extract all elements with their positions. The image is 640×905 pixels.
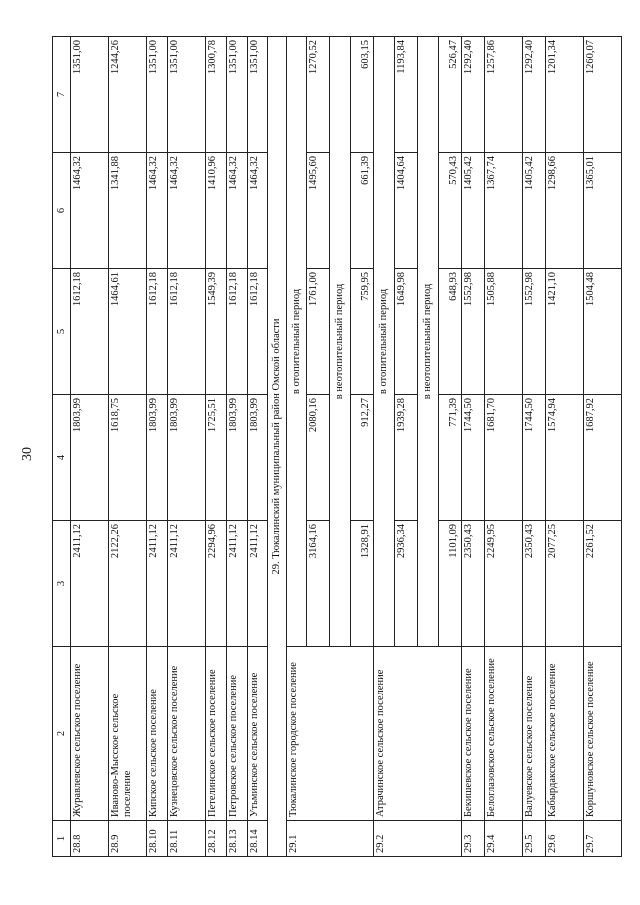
value-cell: 1257,86 — [484, 37, 522, 153]
header-cell: 7 — [53, 37, 71, 153]
value-cell: 2411,12 — [71, 521, 109, 647]
table-row — [461, 37, 484, 857]
row-id: 29.1 — [286, 821, 374, 857]
value-cell: 1464,32 — [247, 153, 268, 269]
header-cell: 5 — [53, 269, 71, 395]
value-cell: 661,39 — [351, 153, 374, 269]
value-cell: 1939,28 — [394, 395, 417, 521]
value-cell: 1351,00 — [71, 37, 109, 153]
value-cell: 1341,88 — [109, 153, 147, 269]
value-cell: 1803,99 — [147, 395, 168, 521]
row-id: 29.2 — [374, 821, 462, 857]
value-cell: 1549,39 — [206, 269, 227, 395]
period-label: в отопительный период — [286, 37, 307, 647]
value-cell: 1244,26 — [109, 37, 147, 153]
value-cell: 1351,00 — [147, 37, 168, 153]
value-cell: 1421,10 — [545, 269, 583, 395]
table-row — [109, 37, 147, 857]
row-id: 29.7 — [583, 821, 621, 857]
row-name: Тюкалинское городское поселение — [286, 647, 374, 821]
row-id: 29.5 — [522, 821, 545, 857]
row-id: 28.14 — [247, 821, 268, 857]
header-cell: 4 — [53, 395, 71, 521]
value-cell: 1193,84 — [394, 37, 417, 153]
value-cell: 2411,12 — [147, 521, 168, 647]
value-cell: 603,15 — [351, 37, 374, 153]
table-row — [522, 37, 545, 857]
value-cell: 2411,12 — [226, 521, 247, 647]
value-cell: 1300,78 — [206, 37, 227, 153]
header-cell: 6 — [53, 153, 71, 269]
value-cell: 1744,50 — [522, 395, 545, 521]
row-name: Бекишевское сельское поселение — [461, 647, 484, 821]
value-cell: 1612,18 — [71, 269, 109, 395]
value-cell: 1201,34 — [545, 37, 583, 153]
row-name: Петелинское сельское поселение — [206, 647, 227, 821]
table-row — [147, 37, 168, 857]
value-cell: 771,39 — [438, 395, 461, 521]
row-name: Кабырдакское сельское поселение — [545, 647, 583, 821]
value-cell: 1292,40 — [522, 37, 545, 153]
row-name: Атрачинское сельское поселение — [374, 647, 462, 821]
table-row — [206, 37, 227, 857]
value-cell: 1552,98 — [522, 269, 545, 395]
value-cell: 2411,12 — [247, 521, 268, 647]
row-id: 29.3 — [461, 821, 484, 857]
row-name: Журавлевское сельское поселение — [71, 647, 109, 821]
table-row — [247, 37, 268, 857]
row-name: Утьминское сельское поселение — [247, 647, 268, 821]
page-number: 30 — [20, 447, 35, 461]
value-cell: 1725,51 — [206, 395, 227, 521]
row-name: Иваново-Мысское сельское поселение — [109, 647, 147, 821]
value-cell: 1681,70 — [484, 395, 522, 521]
table-row — [226, 37, 247, 857]
value-cell: 1552,98 — [461, 269, 484, 395]
value-cell: 1612,18 — [147, 269, 168, 395]
period-label: в неотопительный период — [417, 37, 438, 647]
period-label: в неотопительный период — [330, 37, 351, 647]
value-cell: 1612,18 — [168, 269, 206, 395]
row-id: 28.9 — [109, 821, 147, 857]
value-cell: 1101,09 — [438, 521, 461, 647]
period-label: в отопительный период — [374, 37, 395, 647]
value-cell: 2261,52 — [583, 521, 621, 647]
value-cell: 1405,42 — [461, 153, 484, 269]
value-cell: 1367,74 — [484, 153, 522, 269]
table-row — [583, 37, 621, 857]
row-name: Петровское сельское поселение — [226, 647, 247, 821]
value-cell: 1574,94 — [545, 395, 583, 521]
row-id: 28.12 — [206, 821, 227, 857]
table-row — [71, 37, 109, 857]
table-body — [53, 37, 622, 857]
value-cell: 1687,92 — [583, 395, 621, 521]
value-cell: 912,27 — [351, 395, 374, 521]
value-cell: 2411,12 — [168, 521, 206, 647]
table-row — [168, 37, 206, 857]
value-cell: 1292,40 — [461, 37, 484, 153]
row-id: 29.4 — [484, 821, 522, 857]
value-cell: 1410,96 — [206, 153, 227, 269]
value-cell: 1649,98 — [394, 269, 417, 395]
row-name: Кузнецовское сельское поселение — [168, 647, 206, 821]
value-cell: 1365,01 — [583, 153, 621, 269]
header-cell: 3 — [53, 521, 71, 647]
value-cell: 526,47 — [438, 37, 461, 153]
row-id: 28.10 — [147, 821, 168, 857]
value-cell: 1464,32 — [147, 153, 168, 269]
row-name: Кипское сельское поселение — [147, 647, 168, 821]
row-id: 29.6 — [545, 821, 583, 857]
value-cell: 570,43 — [438, 153, 461, 269]
period-row — [374, 37, 395, 857]
value-cell: 2294,96 — [206, 521, 227, 647]
rotated-table-container — [52, 37, 622, 857]
value-cell: 1612,18 — [247, 269, 268, 395]
value-cell: 1405,42 — [522, 153, 545, 269]
value-cell: 1351,00 — [168, 37, 206, 153]
value-cell: 1618,75 — [109, 395, 147, 521]
row-name: Коршуновское сельское поселение — [583, 647, 621, 821]
value-cell: 1612,18 — [226, 269, 247, 395]
value-cell: 2350,43 — [522, 521, 545, 647]
value-cell: 2077,25 — [545, 521, 583, 647]
value-cell: 1803,99 — [247, 395, 268, 521]
row-id: 28.13 — [226, 821, 247, 857]
value-cell: 1464,32 — [226, 153, 247, 269]
value-cell: 1404,64 — [394, 153, 417, 269]
value-cell: 759,95 — [351, 269, 374, 395]
value-cell: 1351,00 — [247, 37, 268, 153]
value-cell: 2122,26 — [109, 521, 147, 647]
row-id: 28.11 — [168, 821, 206, 857]
period-row — [286, 37, 307, 857]
value-cell: 1803,99 — [226, 395, 247, 521]
value-cell: 2080,16 — [307, 395, 330, 521]
row-name: Валуевское сельское поселение — [522, 647, 545, 821]
value-cell: 1464,32 — [71, 153, 109, 269]
value-cell: 2936,34 — [394, 521, 417, 647]
value-cell: 1744,50 — [461, 395, 484, 521]
table-row — [484, 37, 522, 857]
value-cell: 2249,95 — [484, 521, 522, 647]
value-cell: 648,93 — [438, 269, 461, 395]
row-id: 28.8 — [71, 821, 109, 857]
section-title: 29. Тюкалинский муниципальный район Омской области — [268, 37, 286, 857]
tariff-table — [52, 36, 622, 857]
header-cell: 1 — [53, 821, 71, 857]
value-cell: 1803,99 — [168, 395, 206, 521]
value-cell: 1505,88 — [484, 269, 522, 395]
header-row — [53, 37, 71, 857]
value-cell: 1260,07 — [583, 37, 621, 153]
value-cell: 1495,60 — [307, 153, 330, 269]
value-cell: 3164,16 — [307, 521, 330, 647]
section-row — [268, 37, 286, 857]
value-cell: 1270,52 — [307, 37, 330, 153]
header-cell: 2 — [53, 647, 71, 821]
value-cell: 1351,00 — [226, 37, 247, 153]
row-name: Белоглазовское сельское поселение — [484, 647, 522, 821]
value-cell: 1328,91 — [351, 521, 374, 647]
value-cell: 1504,48 — [583, 269, 621, 395]
value-cell: 2350,43 — [461, 521, 484, 647]
value-cell: 1803,99 — [71, 395, 109, 521]
value-cell: 1464,61 — [109, 269, 147, 395]
value-cell: 1761,00 — [307, 269, 330, 395]
table-row — [545, 37, 583, 857]
value-cell: 1464,32 — [168, 153, 206, 269]
value-cell: 1298,66 — [545, 153, 583, 269]
